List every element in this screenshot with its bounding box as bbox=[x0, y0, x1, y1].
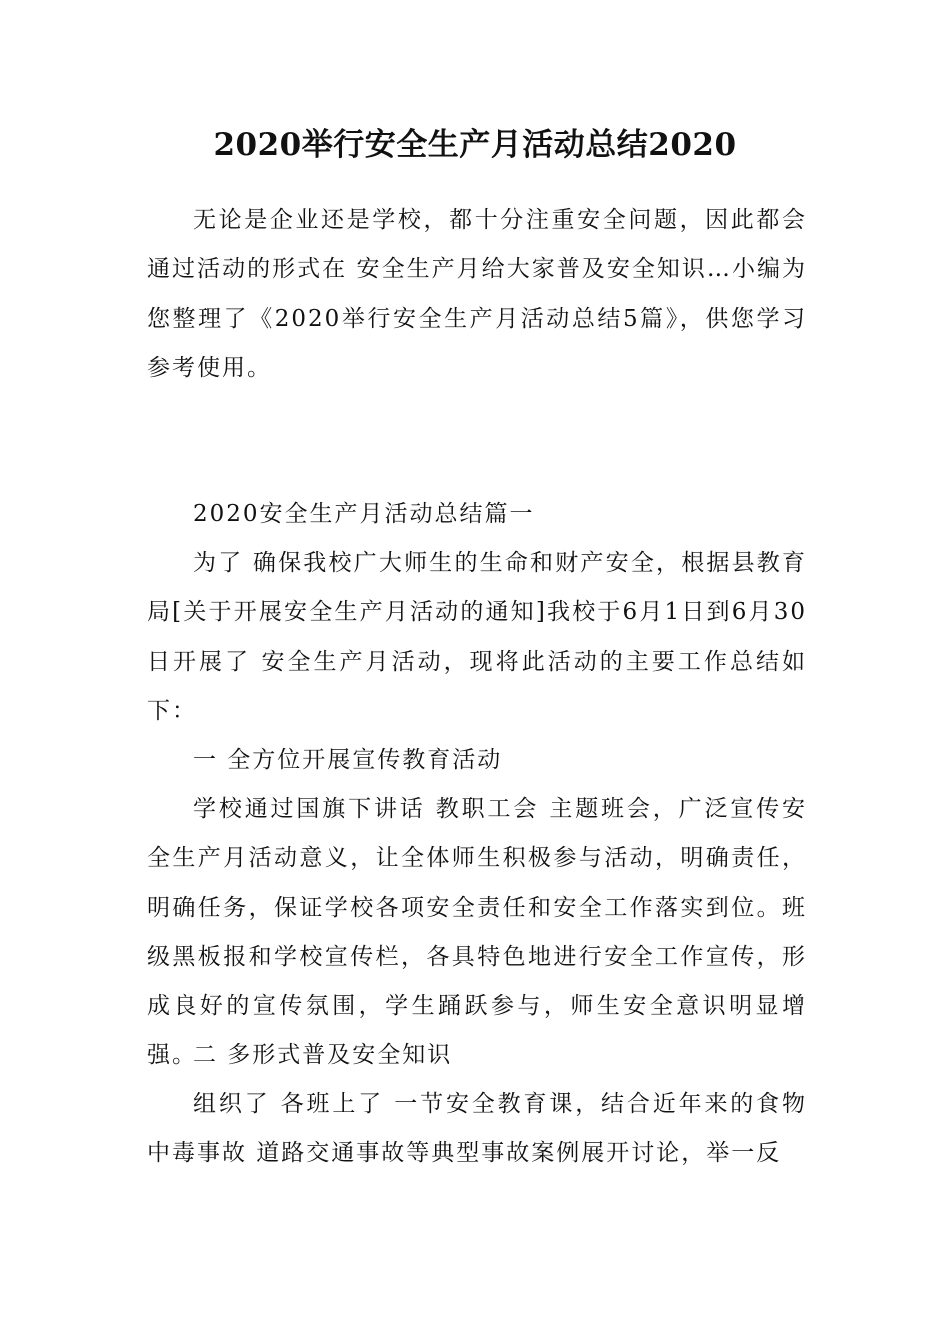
body-paragraph-2: 学校通过国旗下讲话 教职工会 主题班会，广泛宣传安全生产月活动意义，让全体师生积极参与活动，明确责任，明确任务，保证学校各项安全责任和安全工作落实到位。班级黑板报和学校宣传栏，各具特色地进行安全工作宣传，形成良好的宣传氛围，学生踊跃参与，师生安全意识明显增强。 bbox=[147, 796, 807, 1069]
intro-paragraph: 无论是企业还是学校，都十分注重安全问题，因此都会通过活动的形式在 安全生产月给大家普及安全知识…小编为您整理了《2020举行安全生产月活动总结5篇》，供您学习参考使用。 bbox=[147, 207, 807, 381]
section-title: 2020安全生产月活动总结篇一 bbox=[193, 501, 535, 527]
subheading-1: 一 全方位开展宣传教育活动 bbox=[193, 747, 503, 773]
body-paragraph-1: 为了 确保我校广大师生的生命和财产安全，根据县教育局[关于开展安全生产月活动的通知]我校于6月1日到6月30日开展了 安全生产月活动，现将此活动的主要工作总结如下： bbox=[147, 550, 807, 724]
body-paragraph-3: 组织了 各班上了 一节安全教育课，结合近年来的食物中毒事故 道路交通事故等典型事故案例展开讨论，举一反 bbox=[147, 1091, 807, 1167]
document-title: 2020举行安全生产月活动总结2020 bbox=[213, 127, 737, 163]
subheading-2: 二 多形式普及安全知识 bbox=[193, 1042, 453, 1068]
